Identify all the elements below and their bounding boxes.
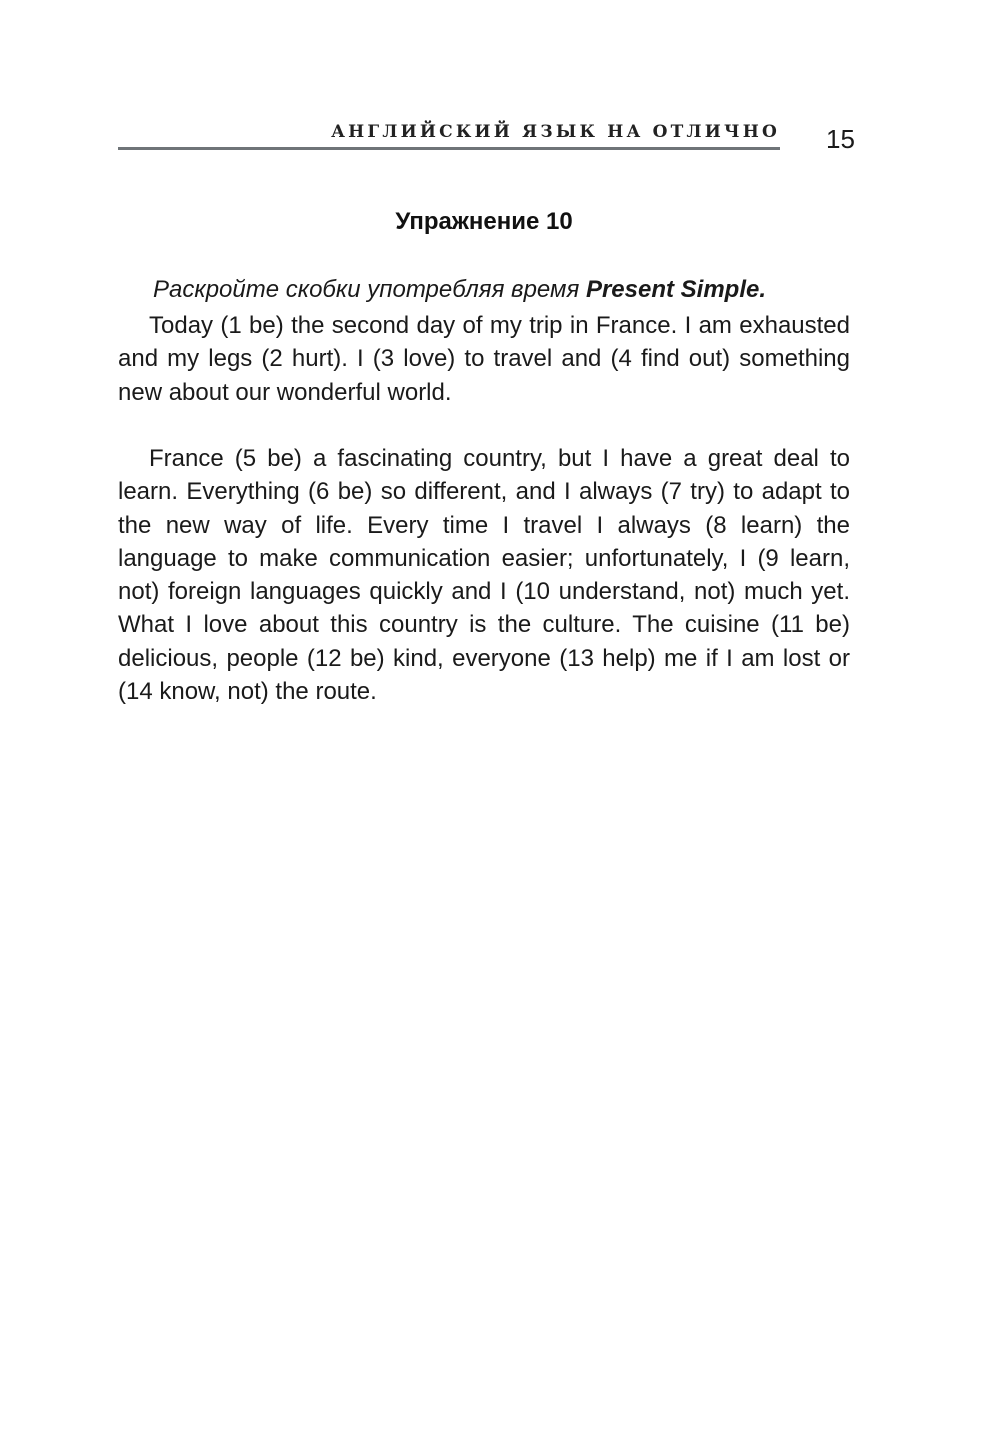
running-header xyxy=(118,122,780,152)
running-title: АНГЛИЙСКИЙ ЯЗЫК НА ОТЛИЧНО xyxy=(331,122,780,142)
exercise-instruction xyxy=(153,276,766,304)
exercise-title: Упражнение 10 xyxy=(395,208,573,235)
exercise-paragraph: France (5 be) a fascinating country, but I have a great deal to learn. Everything (6 be) so different, and I always (7 try) to adapt to the new way of life. Every time I travel I always (8 learn) the language to make communication easier; unfortunately, I (9 learn, not) foreign languages quickly and I (10 understand, not) much yet. What I love about this country is the culture. The cuisine (11 be) delicious, people (12 be) kind, everyone (13 help) me if I am lost or (14 know, not) the route. xyxy=(118,445,850,706)
exercise-paragraph: Today (1 be) the second day of my trip in France. I am exhausted and my legs (2 hurt). I (3 love) to travel and (4 find out) something new about our wonderful world. xyxy=(118,312,850,406)
instruction-tense: Present Simple. xyxy=(585,276,767,303)
header-rule xyxy=(118,147,780,150)
page-number: 15 xyxy=(826,124,855,154)
instruction-text: Раскройте скобки употребляя время xyxy=(153,276,586,303)
